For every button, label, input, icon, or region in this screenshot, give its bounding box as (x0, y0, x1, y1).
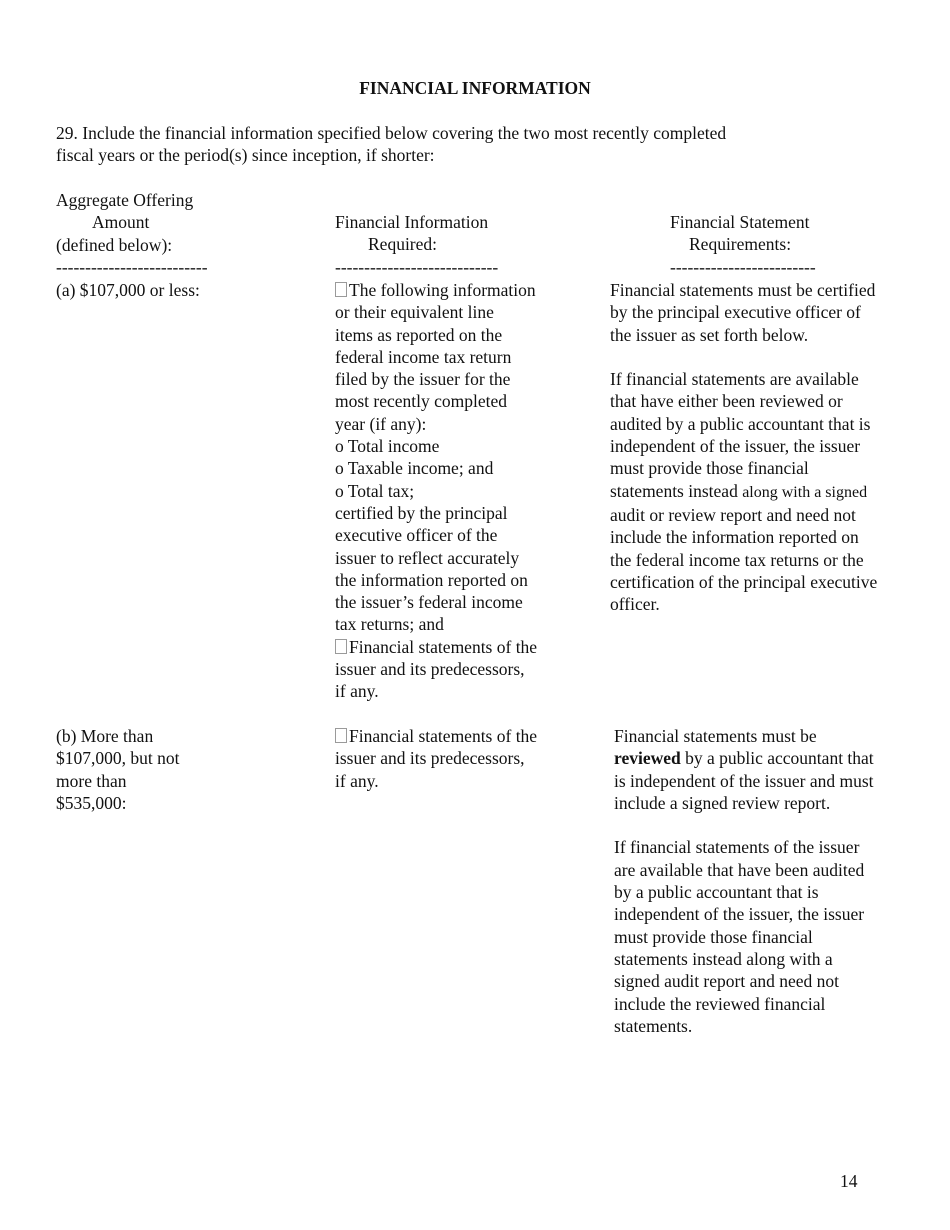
list-item: o Total income (335, 436, 440, 457)
list-item: executive officer of the (335, 525, 498, 546)
text-line: statements. (614, 1015, 693, 1036)
list-item: certified by the principal (335, 502, 508, 523)
header-aggregate-offering (56, 189, 208, 278)
header-rule: -------------------------- (56, 256, 208, 277)
list-item: o Taxable income; and (335, 458, 494, 479)
text-line: certification of the principal executive (610, 571, 878, 592)
header-line: (defined below): (56, 234, 173, 255)
text-line: include the reviewed financial (614, 993, 826, 1014)
text-line: must provide those financial (610, 458, 809, 479)
header-line: Financial Information (335, 212, 489, 232)
text-line: independent of the issuer, the issuer (614, 904, 865, 925)
row-b-amount (56, 725, 179, 814)
page-number: 14 (840, 1171, 858, 1191)
text-line: independent of the issuer, the issuer (610, 436, 861, 457)
header-line: Required: (368, 234, 438, 255)
list-item: items as reported on the (335, 324, 503, 345)
header-line: Financial Statement (670, 212, 810, 232)
checkbox-bullet-icon (335, 639, 347, 654)
text-line: statements instead along with a signed (610, 480, 868, 501)
text-line: is independent of the issuer and must (614, 770, 874, 791)
row-a-amount: (a) $107,000 or less: (56, 280, 200, 300)
text-line: If financial statements of the issuer (614, 837, 860, 858)
text-line: audit or review report and need not (610, 504, 856, 525)
header-line: Requirements: (689, 234, 792, 255)
list-item: Financial statements of the (335, 725, 537, 747)
text-line: audited by a public accountant that is (610, 413, 871, 434)
text-line: $535,000: (56, 792, 127, 813)
row-b-requirements (614, 725, 874, 1037)
text-line: Financial statements must be certified (610, 280, 876, 300)
header-line: Aggregate Offering (56, 190, 194, 210)
list-item: if any. (335, 681, 379, 702)
list-item: Financial statements of the (335, 636, 537, 658)
list-item: the information reported on (335, 569, 528, 590)
list-item: federal income tax return (335, 346, 512, 367)
list-item: the issuer’s federal income (335, 592, 523, 613)
list-item: The following information (335, 279, 537, 301)
text-line: $107,000, but not (56, 748, 180, 769)
header-rule: ---------------------------- (335, 256, 499, 277)
list-item: issuer to reflect accurately (335, 547, 520, 568)
intro-paragraph (56, 122, 816, 167)
list-item: o Total tax; (335, 480, 415, 501)
emphasis-reviewed: reviewed (614, 748, 681, 769)
intro-line: fiscal years or the period(s) since inception, if shorter: (56, 145, 435, 166)
header-financial-information (335, 211, 498, 278)
intro-line: 29. Include the financial information specified below covering the two most recently completed (56, 123, 727, 143)
text-line: the federal income tax returns or the (610, 549, 864, 570)
row-a-info (335, 279, 537, 703)
checkbox-bullet-icon (335, 728, 347, 743)
list-item: tax returns; and (335, 614, 444, 635)
text-line: include the information reported on (610, 527, 859, 548)
text-line: by the principal executive officer of (610, 302, 861, 323)
checkbox-bullet-icon (335, 282, 347, 297)
list-item: or their equivalent line (335, 302, 494, 323)
text-line: officer. (610, 594, 660, 615)
text-line: the issuer as set forth below. (610, 324, 809, 345)
spacer (610, 346, 877, 368)
text-line: must provide those financial (614, 926, 813, 947)
row-b-info (335, 725, 537, 792)
text-line: include a signed review report. (614, 792, 831, 813)
list-item: year (if any): (335, 413, 427, 434)
list-item: issuer and its predecessors, (335, 659, 525, 680)
text-line: signed audit report and need not (614, 971, 840, 992)
text-line: by a public accountant that is (614, 882, 819, 903)
list-item: filed by the issuer for the (335, 369, 511, 390)
header-financial-statement (670, 211, 816, 278)
text-line: Financial statements must be (614, 726, 817, 746)
page-title: FINANCIAL INFORMATION (359, 78, 591, 98)
text-line: statements instead along with a (614, 948, 833, 969)
header-line: Amount (92, 212, 150, 233)
text-line: reviewed by a public accountant that (614, 748, 874, 769)
list-item: issuer and its predecessors, (335, 748, 525, 769)
row-a-requirements (610, 279, 877, 615)
spacer (614, 814, 874, 836)
header-rule: ------------------------- (670, 256, 816, 277)
text-line: that have either been reviewed or (610, 391, 843, 412)
text-line: more than (56, 770, 127, 791)
text-line: (b) More than (56, 726, 154, 746)
text-line: are available that have been audited (614, 859, 865, 880)
list-item: if any. (335, 770, 379, 791)
list-item: most recently completed (335, 391, 508, 412)
text-line: If financial statements are available (610, 369, 859, 390)
